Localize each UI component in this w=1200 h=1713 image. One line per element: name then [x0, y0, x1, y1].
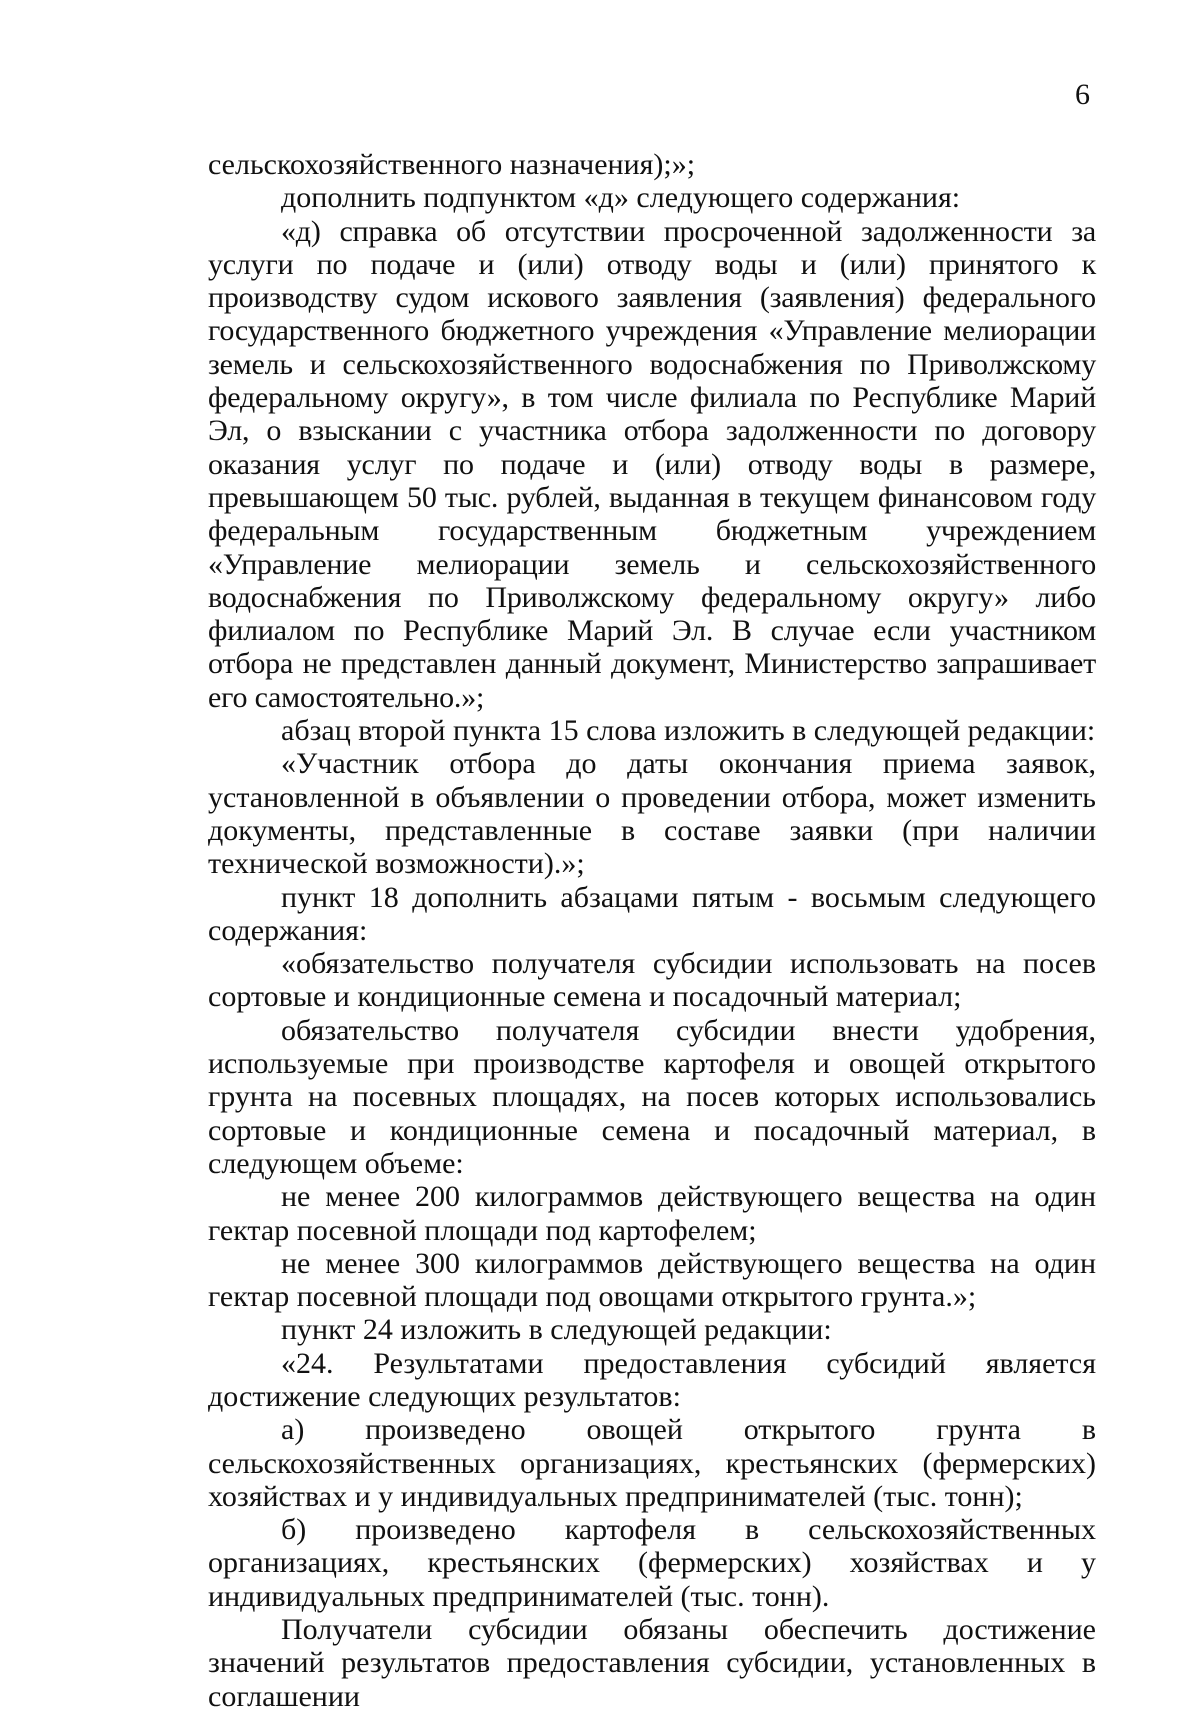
paragraph-obligation-seeds: «обязательство получателя субсидии использовать на посев сортовые и кондиционные семена и посадочный материал; [208, 947, 1096, 1014]
paragraph-recipients-obligation: Получатели субсидии обязаны обеспечить достижение значений результатов предоставления субсидии, установленных в соглашении [208, 1613, 1096, 1713]
paragraph-point-18-intro: пункт 18 дополнить абзацами пятым - восьмым следующего содержания: [208, 880, 1096, 947]
paragraph-vegetable-norm: не менее 300 килограммов действующего вещества на один гектар посевной площади под овощами открытого грунта.»; [208, 1246, 1096, 1314]
document-body [208, 148, 1096, 1713]
paragraph-continuation: сельскохозяйственного назначения);»; [208, 148, 696, 181]
page-number: 6 [1075, 78, 1090, 111]
paragraph-point-24-text: «24. Результатами предоставления субсидий является достижение следующих результатов: [208, 1346, 1096, 1413]
paragraph-point-15-intro: абзац второй пункта 15 слова изложить в следующей редакции: [281, 714, 1096, 748]
paragraph-subitem-d-text: «д) справка об отсутствии просроченной задолженности за услуги по подаче и (или) отводу воды и (или) принятого к производству судом искового заявления (заявления) федерального государственного бюджетного учреждения «Управление мелиорации земель и сельскохозяйственного водоснабжения по Приволжскому федеральному округу», в том числе филиала по Республике Марий Эл, о взыскании с участника отбора задолженности по договору оказания услуг по подаче и (или) отводу воды в размере, превышающем 50 тыс. рублей, выданная в текущем финансовом году федеральным государственным бюджетным учреждением «Управление мелиорации земель и сельскохозяйственного водоснабжения по Приволжскому федеральному округу» либо филиалом по Республике Марий Эл. В случае если участником отбора не представлен данный документ, Министерство запрашивает его самостоятельно.»; [208, 214, 1096, 714]
paragraph-result-b: б) произведено картофеля в сельскохозяйственных организациях, крестьянских (фермерских) хозяйствах и у индивидуальных предпринимателей (тыс. тонн). [208, 1513, 1096, 1613]
paragraph-potato-norm: не менее 200 килограммов действующего вещества на один гектар посевной площади под картофелем; [208, 1180, 1096, 1247]
paragraph-add-subitem-d: дополнить подпунктом «д» следующего содержания: [281, 181, 961, 215]
paragraph-point-24-intro: пункт 24 изложить в следующей редакции: [281, 1313, 832, 1347]
paragraph-obligation-fertilizer: обязательство получателя субсидии внести удобрения, используемые при производстве картофеля и овощей открытого грунта на посевных площадях, на посев которых использовались сортовые и кондиционные семена и посадочный материал, в следующем объеме: [208, 1013, 1096, 1180]
paragraph-result-a: а) произведено овощей открытого грунта в сельскохозяйственных организациях, крестьянских (фермерских) хозяйствах и у индивидуальных предпринимателей (тыс. тонн); [208, 1413, 1096, 1513]
paragraph-point-15-text: «Участник отбора до даты окончания приема заявок, установленной в объявлении о проведении отбора, может изменить документы, представленные в составе заявки (при наличии технической возможности).»; [208, 747, 1096, 881]
